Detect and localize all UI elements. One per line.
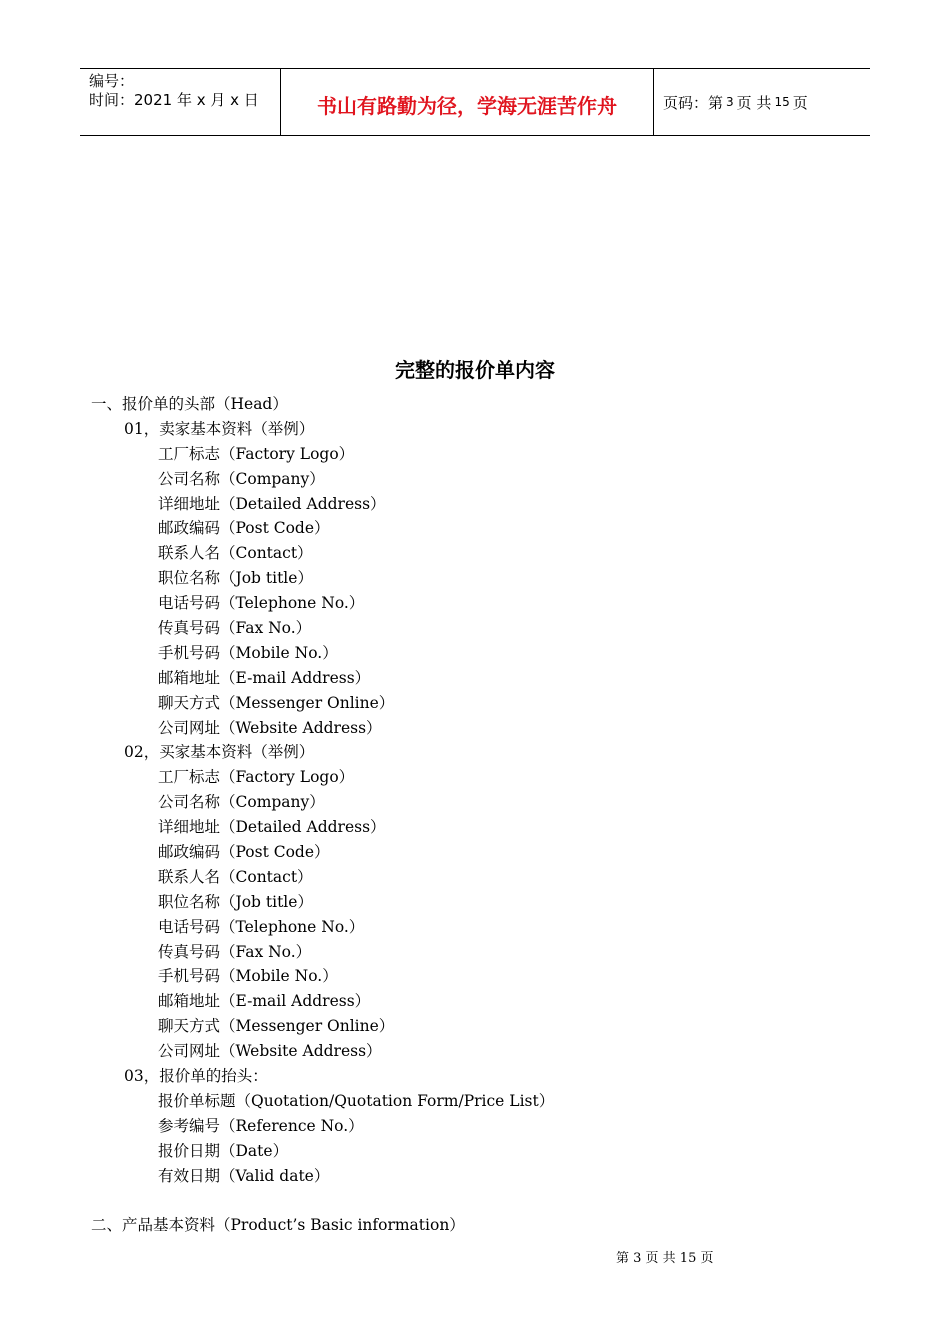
list-item: 邮箱地址（E-mail Address） [158, 992, 371, 1011]
subsection-heading: 03，报价单的抬头： [124, 1067, 268, 1086]
header-page-mid: 页 共 [736, 93, 772, 112]
header-page-prefix: 页码：第 [663, 93, 724, 112]
list-item: 参考编号（Reference No.） [158, 1116, 364, 1135]
section-heading: 二、产品基本资料（Product’s Basic information） [91, 1216, 465, 1235]
list-item: 公司名称（Company） [158, 793, 325, 812]
document-title: 完整的报价单内容 [395, 358, 555, 382]
subsection-heading: 02，买家基本资料（举例） [124, 743, 315, 762]
list-item: 电话号码（Telephone No.） [158, 917, 365, 936]
list-item: 传真号码（Fax No.） [158, 942, 312, 961]
section-heading: 一、报价单的头部（Head） [91, 395, 288, 413]
header-page-suffix: 页 [792, 93, 808, 112]
list-item: 传真号码（Fax No.） [158, 619, 312, 638]
list-item: 手机号码（Mobile No.） [158, 967, 338, 986]
list-item: 聊天方式（Messenger Online） [158, 1017, 395, 1036]
header-page-total: 15 [774, 95, 790, 109]
header-number-label: 编号： [89, 72, 135, 90]
page-footer: 第 3 页 共 15 页 [616, 1251, 714, 1266]
list-item: 联系人名（Contact） [158, 544, 313, 563]
list-item: 公司网址（Website Address） [158, 1042, 382, 1061]
list-item: 职位名称（Job title） [158, 892, 313, 911]
page-header [80, 68, 870, 136]
list-item: 报价单标题（Quotation/Quotation Form/Price List） [158, 1091, 555, 1110]
list-item: 邮政编码（Post Code） [158, 843, 330, 862]
header-page-current: 3 [726, 95, 734, 109]
header-page-number [654, 69, 870, 135]
list-item: 详细地址（Detailed Address） [158, 818, 386, 837]
list-item: 手机号码（Mobile No.） [158, 643, 338, 662]
blank-line [91, 1189, 851, 1214]
header-meta [80, 69, 281, 135]
header-time-label: 时间：2021 年 x 月 x 日 [89, 91, 259, 109]
list-item: 报价日期（Date） [158, 1141, 289, 1160]
document-body [91, 392, 851, 1238]
list-item: 电话号码（Telephone No.） [158, 594, 365, 613]
subsection-heading: 01，卖家基本资料（举例） [124, 419, 315, 438]
header-motto: 书山有路勤为径，学海无涯苦作舟 [281, 69, 654, 135]
list-item: 邮政编码（Post Code） [158, 519, 330, 538]
list-item: 工厂标志（Factory Logo） [158, 768, 355, 787]
list-item: 工厂标志（Factory Logo） [158, 444, 355, 463]
list-item: 有效日期（Valid date） [158, 1166, 330, 1185]
list-item: 详细地址（Detailed Address） [158, 494, 386, 513]
list-item: 联系人名（Contact） [158, 867, 313, 886]
list-item: 职位名称（Job title） [158, 569, 313, 588]
list-item: 邮箱地址（E-mail Address） [158, 668, 371, 687]
list-item: 聊天方式（Messenger Online） [158, 693, 395, 712]
list-item: 公司名称（Company） [158, 469, 325, 488]
list-item: 公司网址（Website Address） [158, 718, 382, 737]
